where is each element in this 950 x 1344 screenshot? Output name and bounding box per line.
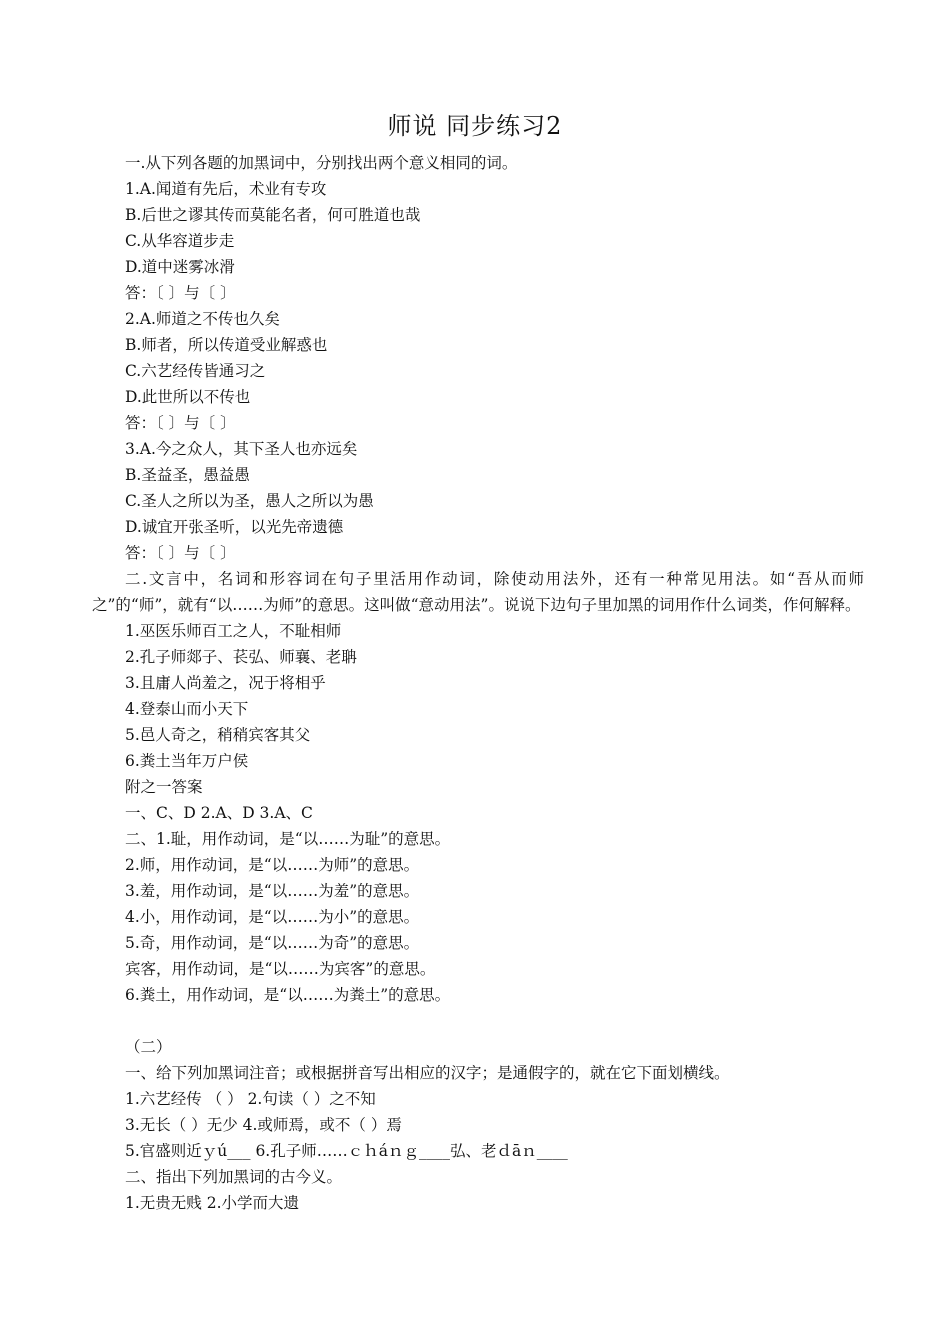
question-2-option-a: 2.A.师道之不传也久矣 — [125, 310, 280, 328]
sentence-5: 5.邑人奇之，稍稍宾客其父 — [125, 726, 311, 744]
question-2-option-c: C.六艺经传皆通习之 — [125, 362, 266, 380]
sentence-4: 4.登泰山而小天下 — [125, 700, 249, 718]
question-1-option-d: D.道中迷雾冰滑 — [125, 258, 235, 276]
question-1-option-c: C.从华容道步走 — [125, 232, 235, 250]
part-two-section-2-heading: 二、指出下列加黑词的古今义。 — [125, 1168, 343, 1186]
question-3-option-d: D.诚宜开张圣听，以光先帝遗德 — [125, 518, 344, 536]
answer-part-2-item-4: 4.小，用作动词，是“以……为小”的意思。 — [125, 908, 420, 926]
question-2-option-d: D.此世所以不传也 — [125, 388, 251, 406]
part-two-item-5-6: 5.官盛则近ｙú___ 6.孔子师……ｃｈáｎｇ____弘、老ｄāｎ____ — [125, 1142, 568, 1160]
answer-part-2-item-3: 3.羞，用作动词，是“以……为羞”的意思。 — [125, 882, 420, 900]
answer-part-2-item-5b: 宾客，用作动词，是“以……为宾客”的意思。 — [125, 960, 436, 978]
question-1-option-b: B.后世之谬其传而莫能名者，何可胜道也哉 — [125, 206, 421, 224]
question-2-option-b: B.师者，所以传道受业解惑也 — [125, 336, 328, 354]
answer-part-2-item-6: 6.粪土，用作动词，是“以……为粪土”的意思。 — [125, 986, 451, 1004]
question-3-option-b: B.圣益圣，愚益愚 — [125, 466, 250, 484]
part-two-item-1-2: 1.六艺经传 （ ） 2.句读（ ）之不知 — [125, 1090, 376, 1108]
document-body — [92, 150, 864, 1216]
sentence-6: 6.粪土当年万户侯 — [125, 752, 249, 770]
sentence-1: 1.巫医乐师百工之人，不耻相师 — [125, 622, 342, 640]
answer-part-2-item-2: 2.师，用作动词，是“以……为师”的意思。 — [125, 856, 420, 874]
spacer — [92, 1008, 864, 1034]
question-3-answer: 答：〔 〕与〔 〕 — [125, 544, 236, 562]
part-two-heading: （二） — [125, 1038, 172, 1056]
question-2-answer: 答：〔 〕与〔 〕 — [125, 414, 236, 432]
question-3-option-a: 3.A.今之众人，其下圣人也亦远矣 — [125, 440, 358, 458]
document-title: 师说 同步练习2 — [387, 112, 563, 140]
answer-part-2-item-5: 5.奇，用作动词，是“以……为奇”的意思。 — [125, 934, 420, 952]
sentence-3: 3.且庸人尚羞之，况于将相乎 — [125, 674, 326, 692]
question-1-answer: 答：〔 〕与〔 〕 — [125, 284, 236, 302]
part-two-item-3-4: 3.无长（ ）无少 4.或师焉，或不（ ）焉 — [125, 1116, 402, 1134]
question-1-option-a: 1.A.闻道有先后，术业有专攻 — [125, 180, 327, 198]
answer-part-1: 一、C、D 2.A、D 3.A、C — [125, 804, 313, 822]
answer-heading: 附之一答案 — [125, 778, 203, 796]
sentence-2: 2.孔子师郯子、苌弘、师襄、老聃 — [125, 648, 357, 666]
part-two-section-2-items: 1.无贵无贱 2.小学而大遗 — [125, 1194, 300, 1212]
section-2-paragraph: 二.文言中，名词和形容词在句子里活用作动词，除使动用法外，还有一种常见用法。如“吾从而师之”的“师”，就有“以……为师”的意思。这叫做“意动用法”。说说下边句子里加黑的词用作什么词类，作何解释。 — [92, 570, 864, 614]
part-two-section-1-heading: 一、给下列加黑词注音；或根据拼音写出相应的汉字；是通假字的，就在它下面划横线。 — [125, 1064, 730, 1082]
question-3-option-c: C.圣人之所以为圣，愚人之所以为愚 — [125, 492, 374, 510]
answer-part-2-item-1: 二、1.耻，用作动词，是“以……为耻”的意思。 — [125, 830, 451, 848]
section-1-heading: 一.从下列各题的加黑词中，分别找出两个意义相同的词。 — [125, 154, 518, 172]
